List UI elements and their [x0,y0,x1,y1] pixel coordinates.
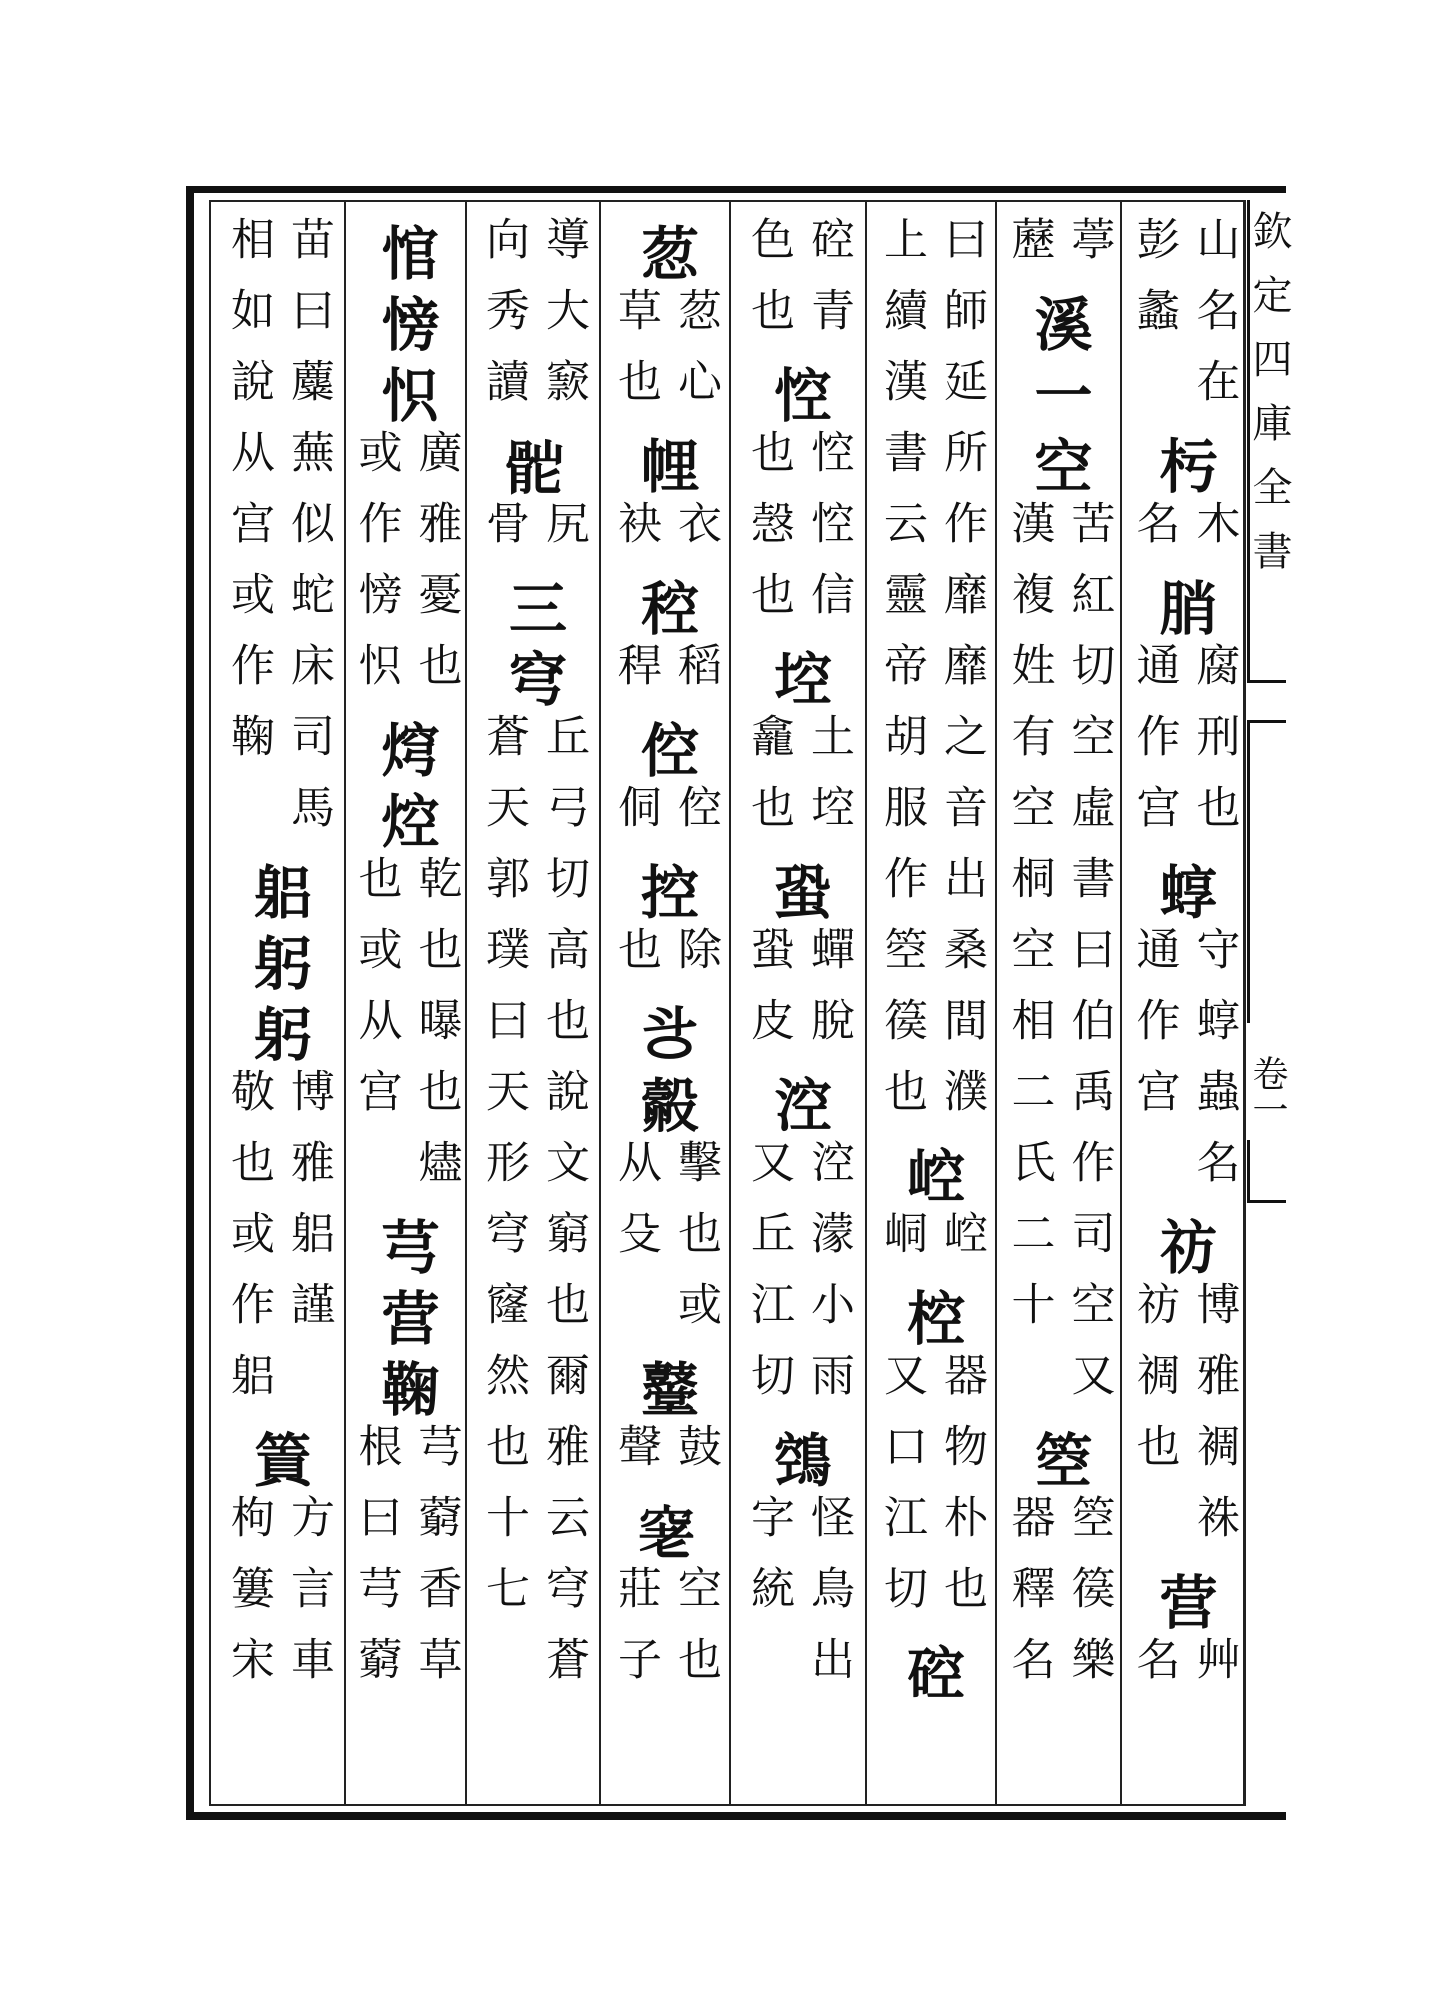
annotation-line-left: 上續漢書云靈帝胡服作箜篌也 [876,216,927,1139]
annotation-line-right: 空也 [670,1565,721,1707]
annotation-line-right: 守蜳蟲名 [1188,926,1240,1210]
annotation [867,1352,995,1636]
annotation [214,1068,342,1423]
annotation-line-left: 通作宫 [1128,642,1180,855]
annotation-line-right: 涳濛小雨 [803,1139,854,1423]
annotation-line-right: 尻 [538,500,589,571]
annotation-line-right: 倥 [670,784,721,855]
annotation [995,1494,1123,1707]
headword-text: 营 [371,1287,440,1346]
headword-text: 䓤 [631,222,699,281]
headword-text: 鵼 [764,1429,832,1488]
annotation-line-right: 箜篌樂 [1063,1494,1115,1707]
annotation [469,500,597,571]
text-column [469,216,597,1806]
headword-text: 硿 [897,1642,965,1701]
annotation [995,500,1123,1423]
headword [342,1210,470,1281]
annotation [995,216,1123,287]
headword [342,1352,470,1423]
annotation-line-left: 字統 [743,1494,794,1636]
headword-text: 𢃇 [631,435,699,494]
annotation-line-right: 艸 [1188,1636,1240,1707]
annotation-line-left: 也 [610,926,661,997]
annotation-line-right: 博雅躳謹 [283,1068,334,1352]
annotation [342,855,470,1210]
annotation-line-left: 枸簍宋 [223,1494,274,1707]
annotation-line-left: 蒼天郭璞曰天形穹窿然也十七 [478,713,529,1636]
headword [214,926,342,997]
annotation-line-left: 龕也 [743,713,794,855]
annotation-line-right: 乾也曝也燼 [410,855,462,1210]
headword [1120,1565,1248,1636]
headword [469,429,597,500]
headword-text: 穹 [499,648,567,707]
headword-text: 空 [1024,435,1093,494]
annotation [601,1565,729,1707]
annotation-line-right: 崆 [936,1210,987,1281]
headword-text: 躳 [244,861,312,920]
column-divider [729,200,731,1806]
annotation [601,1423,729,1494]
headword [1120,1210,1248,1281]
annotation [1120,642,1248,855]
annotation [1120,500,1248,571]
annotation-line-right: 稻 [670,642,721,713]
headword-text: 㥬 [371,293,440,352]
headword-text: 控 [631,861,699,920]
headword [734,358,862,429]
annotation-line-right: 山名在 [1188,216,1240,429]
headword [995,287,1123,358]
text-column [867,216,995,1806]
headword [342,358,470,429]
headword [995,358,1123,429]
headword-text: 一 [1024,364,1093,423]
annotation-line-left: 骨 [478,500,529,571]
headword [214,1423,342,1494]
headword-text: 蜳 [1149,861,1218,920]
annotation-line-left: 从殳 [610,1139,661,1281]
headword-text: 躬 [244,1003,312,1062]
annotation-line-left: 也或从宫 [350,855,402,1139]
headword-text: 𥥧 [631,1500,699,1559]
headword-text: 杇 [1149,435,1218,494]
headword-text: 鼞 [631,1358,699,1417]
annotation-line-left: 器釋名 [1003,1494,1055,1707]
headword-text: 崆 [897,1145,965,1204]
headword-text: 䅝 [631,577,699,636]
text-column [601,216,729,1806]
headword [342,216,470,287]
annotation-line-right: 硿青 [803,216,854,358]
annotation-line-right: 衣 [670,500,721,571]
annotation-line-right: 導大窾 [538,216,589,429]
headword-text: 营 [1149,1571,1218,1630]
annotation [1120,1636,1248,1707]
annotation-line-left: 峒 [876,1210,927,1281]
headword-text: 箜 [1024,1429,1093,1488]
headword [601,1494,729,1565]
book-title: 欽定四庫全書 [1246,210,1292,594]
headword [469,642,597,713]
headword [734,855,862,926]
headword [1120,429,1248,500]
annotation-line-right: 器物朴也 [936,1352,987,1636]
annotation-line-right: 擊也或 [670,1139,721,1352]
annotation-line-right: 鼓 [670,1423,721,1494]
headword [734,642,862,713]
annotation-line-left: 又口江切 [876,1352,927,1636]
annotation [734,1494,862,1707]
text-column [342,216,470,1806]
volume-label: 卷一 [1247,1055,1288,1127]
text-column [995,216,1123,1806]
headword [995,1423,1123,1494]
headword-text: 祊 [1149,1216,1218,1275]
headword [867,1636,995,1707]
headword [601,429,729,500]
headword-text: 三 [499,577,567,636]
headword [867,1139,995,1210]
annotation-line-left: 祊禂也 [1128,1281,1180,1494]
annotation-line-right: 廣雅憂也 [410,429,462,713]
annotation-line-right: 葶 [1063,216,1115,287]
annotation-line-left: 色也 [743,216,794,358]
annotation-line-left: 草也 [610,287,661,429]
annotation [601,926,729,997]
annotation [214,216,342,855]
annotation [601,1139,729,1352]
annotation [469,713,597,1707]
annotation-line-left: 根曰芎藭 [350,1423,402,1707]
annotation-line-right: 芎藭香草 [410,1423,462,1707]
headword [995,429,1123,500]
headword-text: 焪 [371,719,440,778]
annotation [734,926,862,1068]
headword [469,571,597,642]
annotation-line-left: 又丘江切 [743,1139,794,1423]
annotation-line-left: 漢複姓有空桐空相二氏二十 [1003,500,1055,1352]
headword [342,713,470,784]
annotation-line-left: 袂 [610,500,661,571]
headword [734,1423,862,1494]
headword [214,997,342,1068]
headword-text: 埪 [764,648,832,707]
text-column [1120,216,1248,1806]
annotation-line-left: 聲 [610,1423,661,1494]
headword-text: 篢 [244,1429,312,1488]
annotation [867,1210,995,1281]
headword-text: 鞠 [371,1358,440,1417]
annotation [1120,1281,1248,1565]
headword-text: 涳 [764,1074,832,1133]
annotation-line-left: 侗 [610,784,661,855]
annotation [469,216,597,429]
annotation-line-right: 蟬脫 [803,926,854,1068]
annotation-line-left: 稈 [610,642,661,713]
annotation-line-right: 䓤心 [670,287,721,429]
annotation-line-left: 也愨也 [743,429,794,642]
annotation [867,216,995,1139]
headword [601,1068,729,1139]
annotation-line-left: 通作宫 [1128,926,1180,1139]
annotation [601,500,729,571]
annotation [601,784,729,855]
headword [601,713,729,784]
annotation-line-left: 或作㥬怾 [350,429,402,713]
annotation [601,287,729,429]
annotation-line-left: 敬也或作躳 [223,1068,274,1423]
annotation [734,1139,862,1423]
headword [342,287,470,358]
fish-tail-bracket-lower [1247,1140,1286,1203]
annotation-line-left: 彭蠡 [1128,216,1180,358]
headword-text: 㲉 [631,1074,699,1133]
headword [342,1281,470,1352]
headword-text: 躬 [244,932,312,991]
text-column [734,216,862,1806]
annotation-line-right: 苦紅切空虛書曰伯禹作司空又 [1063,500,1115,1423]
headword [601,1352,729,1423]
annotation-line-left: 名 [1128,500,1180,571]
headword [601,855,729,926]
annotation-line-right: 悾悾信 [803,429,854,642]
annotation-line-right: 方言車 [283,1494,334,1707]
headword-text: 焢 [371,790,440,849]
annotation [1120,216,1248,429]
annotation-line-right: 土埪 [803,713,854,855]
annotation-line-right: 木 [1188,500,1240,571]
margin-strip [1246,200,1292,1806]
annotation [734,216,862,358]
headword [1120,855,1248,926]
headword-text: 芎 [371,1216,440,1275]
annotation-line-left: 名 [1128,1636,1180,1707]
fish-tail-bracket [1247,720,1286,1023]
headword [601,997,729,1068]
annotation [734,713,862,855]
headword-text: 悺 [371,222,440,281]
headword-text: 𩨷 [499,435,567,494]
annotation-line-left: 莊子 [610,1565,661,1707]
text-column [214,216,342,1806]
headword [1120,571,1248,642]
annotation-line-right: 除 [670,926,721,997]
headword [214,855,342,926]
annotation-line-left: 蛩皮 [743,926,794,1068]
headword-text: 㪳 [631,1003,699,1062]
annotation-line-left: 向秀讀 [478,216,529,429]
annotation [1120,926,1248,1210]
headword [601,571,729,642]
headword [601,216,729,287]
annotation-line-left: 相如說从宫或作鞠 [223,216,274,784]
headword [867,1281,995,1352]
annotation-line-right: 丘弓切高也說文窮也爾雅云穹蒼 [538,713,589,1707]
annotation [342,429,470,713]
annotation-line-left: 藶 [1003,216,1055,287]
headword-text: 倥 [631,719,699,778]
annotation-line-right: 怪鳥出 [803,1494,854,1707]
headword-text: 溪 [1024,293,1093,352]
annotation-line-right: 博雅裯袾 [1188,1281,1240,1565]
headword-text: 怾 [371,364,440,423]
headword [734,1068,862,1139]
annotation-line-right: 腐刑也 [1188,642,1240,855]
headword-text: 椌 [897,1287,965,1346]
headword-text: 䏴 [1149,577,1218,636]
headword-text: 蛩 [764,861,832,920]
annotation [214,1494,342,1707]
annotation [734,429,862,642]
annotation-line-right: 曰師延所作靡靡之音出桑間濮 [936,216,987,1139]
annotation [342,1423,470,1707]
headword [342,784,470,855]
annotation-line-right: 苗曰蘪蕪似蛇床司馬 [283,216,334,855]
headword-text: 悾 [764,364,832,423]
annotation [601,642,729,713]
title-bracket [1247,200,1286,683]
